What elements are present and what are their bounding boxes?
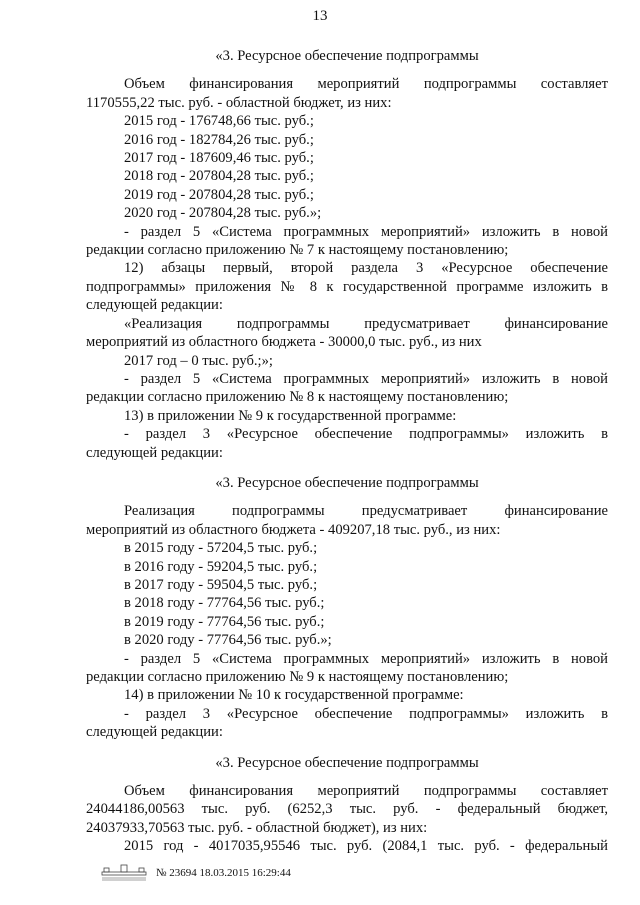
list-item: в 2016 году - 59204,5 тыс. руб.; (124, 558, 318, 575)
text-line: - раздел 5 «Система программных мероприятий» изложить в новой (124, 370, 608, 387)
page-number: 13 (312, 8, 328, 24)
text-line: мероприятий из областного бюджета - 409207,18 тыс. руб., из них: (86, 521, 501, 538)
section-heading: «3. Ресурсное обеспечение подпрограммы (215, 474, 479, 491)
text-line: 14) в приложении № 10 к государственной программе: (124, 687, 464, 704)
text-line: следующей редакции: (86, 444, 223, 461)
text-line: редакции согласно приложению № 8 к настоящему постановлению; (86, 389, 509, 406)
text-line: мероприятий из областного бюджета - 30000,0 тыс. руб., из них (86, 334, 482, 351)
document-footer (100, 862, 291, 884)
list-item: в 2015 году - 57204,5 тыс. руб.; (124, 540, 318, 557)
text-line: 2017 год – 0 тыс. руб.;»; (124, 352, 273, 369)
list-item: 2016 год - 182784,26 тыс. руб.; (124, 131, 314, 148)
list-item: 2017 год - 187609,46 тыс. руб.; (124, 150, 314, 167)
text-line: 12) абзацы первый, второй раздела 3 «Ресурсное обеспечение (124, 260, 608, 277)
text-line: - раздел 5 «Система программных мероприятий» изложить в новой (124, 223, 608, 240)
text-line: Реализация подпрограммы предусматривает финансирование (124, 503, 608, 520)
text-line: редакции согласно приложению № 9 к настоящему постановлению; (86, 669, 509, 685)
text-line: 24037933,70563 тыс. руб. - областной бюджет), из них: (86, 819, 428, 836)
text-line: - раздел 3 «Ресурсное обеспечение подпрограммы» изложить в (124, 705, 608, 722)
text-line: - раздел 3 «Ресурсное обеспечение подпрограммы» изложить в (124, 426, 608, 443)
text-line: 13) в приложении № 9 к государственной программе: (124, 407, 457, 424)
text-line: следующей редакции: (86, 297, 223, 314)
text-line: Объем финансирования мероприятий подпрограммы составляет (124, 76, 608, 93)
list-item: 2018 год - 207804,28 тыс. руб.; (124, 168, 314, 185)
list-item: 2019 год - 207804,28 тыс. руб.; (124, 186, 314, 203)
list-item: в 2020 году - 77764,56 тыс. руб.»; (124, 632, 332, 649)
list-item: в 2019 году - 77764,56 тыс. руб.; (124, 613, 325, 630)
section-heading: «3. Ресурсное обеспечение подпрограммы (215, 48, 479, 64)
list-item: 2015 год - 176748,66 тыс. руб.; (124, 113, 314, 130)
list-item: в 2018 году - 77764,56 тыс. руб.; (124, 595, 325, 612)
text-line: Объем финансирования мероприятий подпрограммы составляет (124, 783, 608, 800)
text-line: следующей редакции: (86, 724, 223, 741)
list-item: 2020 год - 207804,28 тыс. руб.»; (124, 205, 322, 222)
registration-stamp: № 23694 18.03.2015 16:29:44 (156, 867, 291, 879)
text-line: редакции согласно приложению № 7 к настоящему постановлению; (86, 242, 509, 259)
text-line: 24044186,00563 тыс. руб. (6252,3 тыс. руб. - федеральный бюджет, (86, 801, 608, 818)
text-line: «Реализация подпрограммы предусматривает финансирование (124, 315, 608, 332)
document-body (86, 47, 608, 856)
section-heading: «3. Ресурсное обеспечение подпрограммы (215, 754, 479, 771)
text-line: 2015 год - 4017035,95546 тыс. руб. (2084,1 тыс. руб. - федеральный (124, 838, 608, 855)
text-line: подпрограммы» приложения № 8 к государственной программе изложить в (86, 278, 608, 295)
text-line: 1170555,22 тыс. руб. - областной бюджет, из них: (86, 94, 392, 111)
government-logo-icon (100, 863, 148, 883)
list-item: в 2017 году - 59504,5 тыс. руб.; (124, 576, 318, 593)
text-line: - раздел 5 «Система программных мероприятий» изложить в новой (124, 650, 608, 667)
